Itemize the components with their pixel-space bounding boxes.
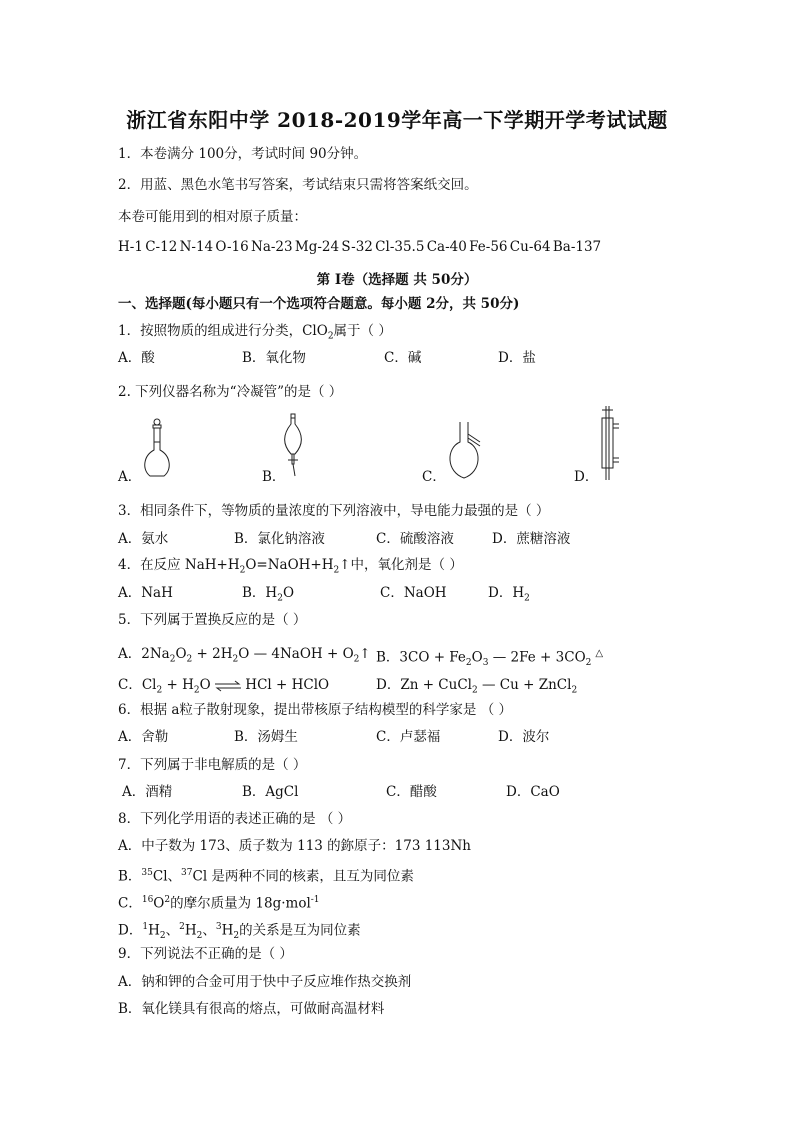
q2-option-a[interactable]: A． xyxy=(118,469,142,485)
q3-option-a[interactable]: A．氨水 xyxy=(118,531,169,547)
page-title: 浙江省东阳中学 2018-2019学年高一下学期开学考试试题 xyxy=(126,108,668,132)
note-1: 1．本卷满分 100分，考试时间 90分钟。 xyxy=(118,146,368,162)
note-2: 2．用蓝、黑色水笔书写答案，考试结束只需将答案纸交回。 xyxy=(118,177,478,193)
q1-option-a[interactable]: A．酸 xyxy=(118,350,155,366)
q1-option-d[interactable]: D．盐 xyxy=(498,350,536,366)
q7-option-a[interactable]: A．酒精 xyxy=(122,784,173,800)
heat-delta-symbol: △ xyxy=(595,648,604,659)
q4-stem: 4．在反应 $NaH+H_2O=NaOH+H_2↑$中，氧化剂是（ ） xyxy=(118,557,463,576)
q3-stem: 3．相同条件下，等物质的量浓度的下列溶液中，导电能力最强的是（ ） xyxy=(118,503,550,519)
volumetric-flask-icon xyxy=(140,418,174,482)
q1-stem: 1．按照物质的组成进行分类，ClO$_2$属于（ ） xyxy=(118,323,392,342)
q8-option-d[interactable]: D．$^1H_2$、$^2H_2$、$^3H_2$的关系是互为同位素 xyxy=(118,922,361,942)
q1-option-c[interactable]: C．碱 xyxy=(384,350,422,366)
q9-option-a[interactable]: A．钠和钾的合金可用于快中子反应堆作热交换剂 xyxy=(118,974,412,990)
q2-option-c[interactable]: C． xyxy=(422,469,446,485)
atomic-masses: H-1 C-12 N-14 O-16 Na-23 Mg-24 S-32 Cl-35.5 Ca-40 Fe-56 Cu-64 Ba-137 xyxy=(118,239,602,255)
q4-option-a[interactable]: A．NaH xyxy=(118,585,173,601)
q6-option-b[interactable]: B．汤姆生 xyxy=(234,729,298,745)
q5-option-d[interactable]: D．Zn + CuCl$_2$ — Cu + ZnCl$_2$ xyxy=(376,677,578,696)
q7-option-d[interactable]: D．CaO xyxy=(506,784,560,800)
q9-option-b[interactable]: B．氧化镁具有很高的熔点，可做耐高温材料 xyxy=(118,1001,385,1017)
q6-stem: 6．根据 a粒子散射现象，提出带核原子结构模型的科学家是 （ ） xyxy=(118,702,513,718)
q5-option-c[interactable]: C．$Cl_2 + H_2O$ HCl + HClO xyxy=(118,677,330,696)
equilibrium-arrow-icon xyxy=(215,681,241,691)
q7-option-b[interactable]: B．AgCl xyxy=(242,784,299,800)
condenser-tube-icon xyxy=(596,406,626,482)
q3-option-c[interactable]: C．硫酸溶液 xyxy=(376,531,454,547)
q1-option-b[interactable]: B．氧化物 xyxy=(242,350,306,366)
note-3: 本卷可能用到的相对原子质量： xyxy=(118,209,307,225)
q5-option-a[interactable]: A．$2Na_2O_2 + 2H_2O$ — 4NaOH + $O_2↑$ xyxy=(118,646,371,665)
q7-stem: 7．下列属于非电解质的是（ ） xyxy=(118,757,307,773)
q6-option-a[interactable]: A．舍勒 xyxy=(118,729,169,745)
separatory-funnel-icon xyxy=(278,414,308,478)
q6-option-c[interactable]: C．卢瑟福 xyxy=(376,729,441,745)
distilling-flask-icon xyxy=(444,420,494,482)
q5-stem: 5．下列属于置换反应的是（ ） xyxy=(118,612,307,628)
section-title: 第 I卷（选择题 共 50分） xyxy=(316,272,478,288)
q5-option-b[interactable]: B．$3CO + Fe_2O_3$ — $2Fe + 3CO_2^\triangle$ xyxy=(376,648,604,669)
q4-option-d[interactable]: D．$H_2$ xyxy=(488,585,530,604)
q8-stem: 8．下列化学用语的表述正确的是 （ ） xyxy=(118,811,352,827)
q7-option-c[interactable]: C．醋酸 xyxy=(386,784,437,800)
q2-option-b[interactable]: B． xyxy=(262,469,286,485)
q4-option-b[interactable]: B．$H_2O$ xyxy=(242,585,295,604)
q3-option-d[interactable]: D．蔗糖溶液 xyxy=(492,531,571,547)
q9-stem: 9．下列说法不正确的是（ ） xyxy=(118,946,293,962)
q6-option-d[interactable]: D．波尔 xyxy=(498,729,550,745)
q8-option-c[interactable]: C．$^{16}O^2$的摩尔质量为 18g·mol$^{-1}$ xyxy=(118,895,320,912)
q2-option-d[interactable]: D． xyxy=(574,469,599,485)
q8-option-a[interactable]: A．中子数为 173、质子数为 113 的鉨原子：173 113Nh xyxy=(118,838,471,854)
q4-option-c[interactable]: C．NaOH xyxy=(380,585,447,601)
part-title: 一、选择题(每小题只有一个选项符合题意。每小题 2分，共 50分) xyxy=(118,296,520,312)
q2-stem: 2. 下列仪器名称为“冷凝管”的是（ ） xyxy=(118,384,343,400)
q8-option-b[interactable]: B．$^{35}$Cl、$^{37}$Cl 是两种不同的核素，且互为同位素 xyxy=(118,868,414,885)
q3-option-b[interactable]: B．氯化钠溶液 xyxy=(234,531,325,547)
